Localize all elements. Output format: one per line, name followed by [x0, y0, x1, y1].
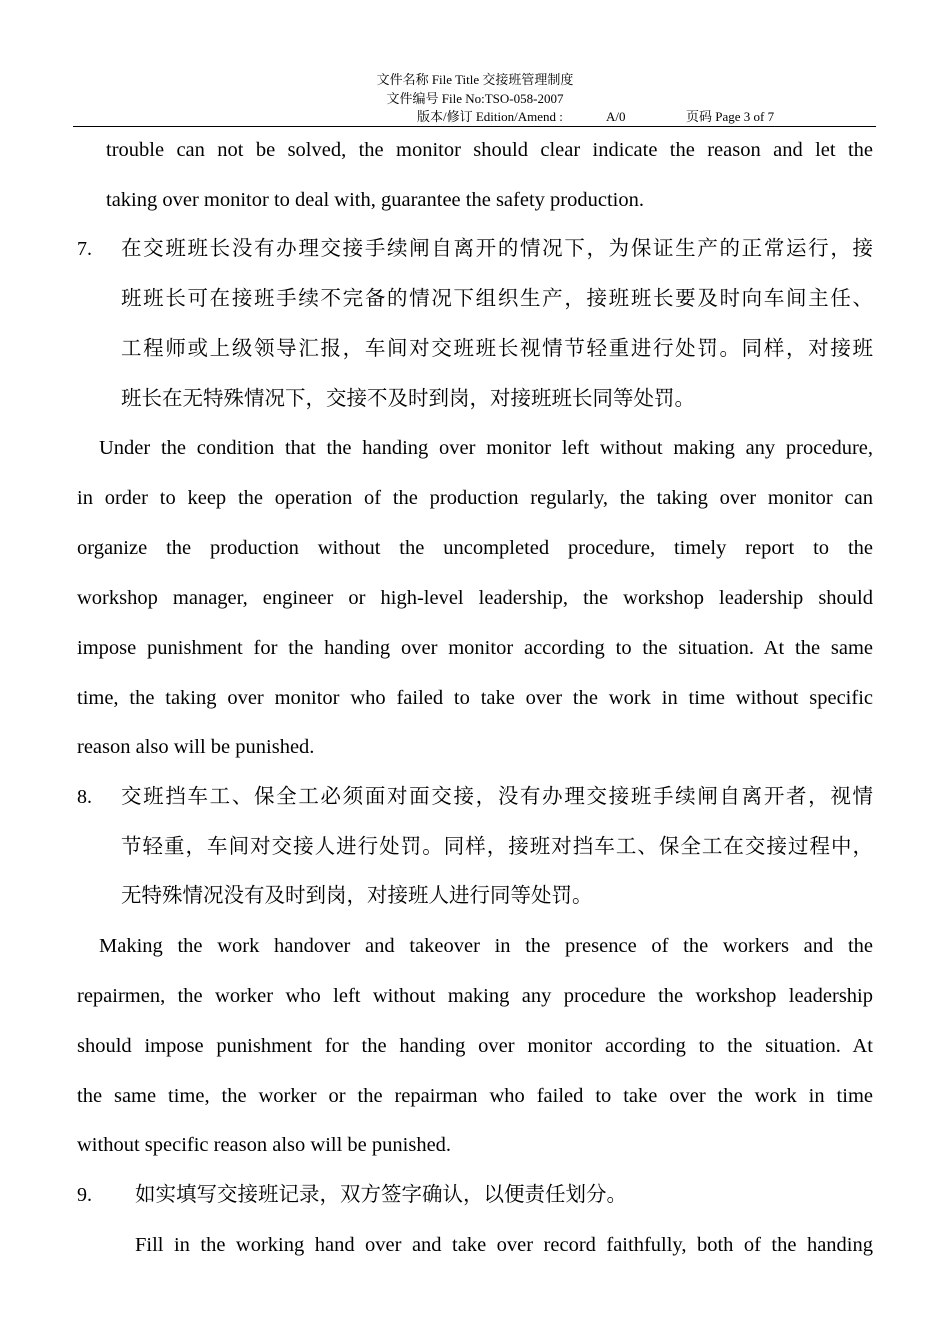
text-line: 节轻重，车间对交接人进行处罚。同样，接班对挡车工、保全工在交接过程中，: [121, 836, 873, 858]
text-line: Making the work handover and takeover in the presence of the workers and the: [99, 935, 873, 957]
text-line: 无特殊情况没有及时到岗，对接班人进行同等处罚。: [121, 885, 593, 907]
text-line: trouble can not be solved, the monitor should clear indicate the reason and let the: [106, 139, 873, 161]
text-line: the same time, the worker or the repairman who failed to take over the work in time: [77, 1085, 873, 1107]
text-line: organize the production without the uncompleted procedure, timely report to the: [77, 537, 873, 559]
text-line: 如实填写交接班记录，双方签字确认，以便责任划分。: [135, 1184, 627, 1206]
text-line: Under the condition that the handing over monitor left without making any procedure,: [99, 437, 873, 459]
text-line: 班长在无特殊情况下，交接不及时到岗，对接班班长同等处罚。: [121, 388, 695, 410]
text-line: should impose punishment for the handing over monitor according to the situation. At: [77, 1035, 873, 1057]
text-line: taking over monitor to deal with, guarantee the safety production.: [106, 189, 644, 211]
text-line: reason also will be punished.: [77, 736, 315, 758]
text-line: 班班长可在接班手续不完备的情况下组织生产，接班班长要及时向车间主任、: [121, 288, 873, 310]
header-divider: [73, 126, 876, 127]
header-page-number: 页码 Page 3 of 7: [686, 109, 775, 124]
header-edition-value: A/0: [606, 109, 626, 124]
header-title-line: 文件名称 File Title 交接班管理制度: [376, 72, 574, 87]
item-number-8: 8.: [77, 786, 92, 808]
text-line: impose punishment for the handing over monitor according to the situation. At the same: [77, 637, 873, 659]
text-line: workshop manager, engineer or high-level leadership, the workshop leadership should: [77, 587, 873, 609]
text-line: Fill in the working hand over and take over record faithfully, both of the handing: [135, 1234, 873, 1256]
item-number-9: 9.: [77, 1184, 92, 1206]
header-file-number: 文件编号 File No:TSO-058-2007: [386, 91, 564, 106]
text-line: repairmen, the worker who left without making any procedure the workshop leadership: [77, 985, 873, 1007]
text-line: time, the taking over monitor who failed to take over the work in time without specific: [77, 687, 873, 709]
text-line: 交班挡车工、保全工必须面对面交接，没有办理交接班手续闸自离开者，视情: [121, 786, 873, 808]
header-edition-label: 版本/修订 Edition/Amend :: [417, 109, 563, 124]
text-line: in order to keep the operation of the production regularly, the taking over monitor can: [77, 487, 873, 509]
text-line: 在交班班长没有办理交接手续闸自离开的情况下，为保证生产的正常运行，接: [121, 238, 873, 260]
text-line: 工程师或上级领导汇报，车间对交班班长视情节轻重进行处罚。同样，对接班: [121, 338, 873, 360]
item-number-7: 7.: [77, 238, 92, 260]
text-line: without specific reason also will be punished.: [77, 1134, 452, 1156]
